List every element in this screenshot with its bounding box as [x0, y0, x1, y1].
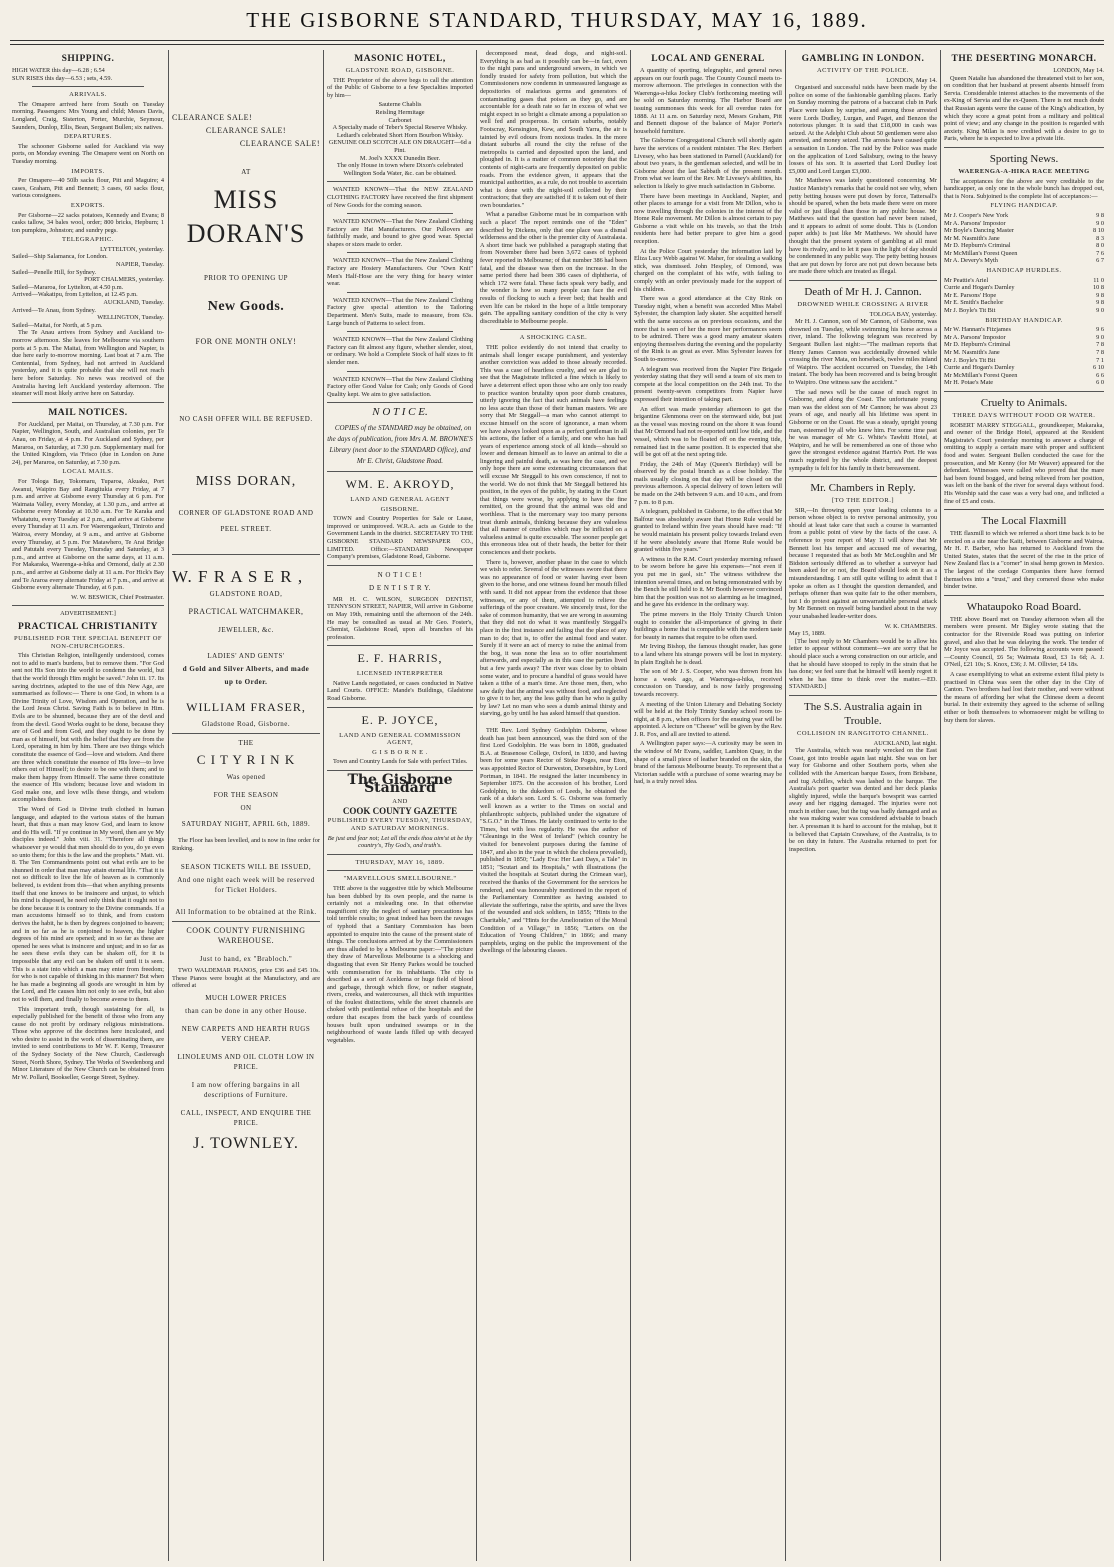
column-editorial [480, 50, 627, 1561]
wanted-known-ad: WANTED KNOWN—That the New Zealand Clothing Factory can fit almost any figure, whether slender, stout, or ordinary. We hold a Complete Stock of half sizes to fit slender men. [327, 336, 473, 366]
whataupoko-text: THE above Board met on Tuesday afternoon when all the members were present. Mr Bigley wrote stating that the contractor for the Riverside Road was putting on inferior gravel, and also that he was delaying the work. The tender of Mr Joyce was accepted. The following accounts were passed:—County Council, £6 5s; Waimata Road, £3 1s 6d; A. J. O'Neil, £21 10s; S. Knox, £36; J. M. Ollivier, £4 18s. [944, 615, 1104, 669]
race-entry-weight: 7 1 [1096, 356, 1104, 364]
standard-gazette: COOK COUNTY GAZETTE [342, 805, 458, 816]
editorial-text: decomposed meat, dead dogs, and night-soil. Everything is as bad as it possibly can be—in fact, even to the night pans and underground sewers, in which we fondly trusted for safety from pollution, but which the Commissioners now condemn in unmeasured language as depositories of malarious germs and generators of contaminating gases that poison as they go, and are accountable for a death rate so far in excess of what we might expect in so bright a climate among a population so well fed and prosperous. In certain suburbs, notably Footscray, Kensington, Kew, and South Yarra, the air is tainted by evil odours from noxious trades. In the more distant suburbs all round the city the refuse of the metropolis is carried and deposited upon the land, and ploughed in. It is a matter of common notoriety that the contents of night-carts are frequently deposited on public roads. From the evidence given, it appears that the municipal authorities, as a rule, do not trouble to ascertain what is done with the night-soil collected by their contractors; that they are satisfied if it is taken out of their own boundaries." [480, 50, 627, 209]
clearance-sale: CLEARANCE SALE! [239, 139, 320, 148]
race-entry-weight: 6 10 [1092, 364, 1104, 372]
osborne-text: THE Rev. Lord Sydney Godolphin Osborne, whose death has just been announced, was the third son of the first Lord Godolphin. He was born in 1808, graduated B.A. at Brasenose College, Oxford, in 1830, and having been for some years Rector of Stoke Poges, near Eton, was appointed Rector of Durweston, Dorsetshire, by Lord Portman, in 1841. He resigned the latter incumbency in September 1875. On the accession of his brother, Lord Godolphin, to the dukedom of Leeds, he obtained the rank of a duke's son. Lord S. G. Osborne was formerly well known as a writer to the Times on social and philanthropic subjects, published under the signature of "S.G.O." in the Times. He lately continued to write to the Times, but with less regularity. He was the author of "Gleanings in the West of Ireland" (which country he visited for benevolent purposes during the famine of 1847, and also in the year in which the cholera prevailed), published in 1850; "Lady Eva: Her Last Days, a Tale" in 1851; "Scutari and its Hospitals," with illustrations (he visited the hospitals at Scutari during the Crimean war), received the thanks of the Government for the services he rendered, and was honourably mentioned in the report of the Parliamentary Committee as having assisted to alleviate the sufferings, raise the spirits, and save the lives of the wounded and sick soldiers, in 1855; "Hints to the Charitable," and "Hints for the Amelioration of the Moral Condition of a Village," in 1856; "Letters on the Education of Young Children," in 1866; and many pamphlets, urging on the public the improvement of the dwellings of the labouring classes. [480, 727, 627, 955]
specialty-line: A Specialty made of Teber's Special Reserve Whisky. [332, 124, 468, 132]
local-text: The son of Mr J. S. Cooper, who was thrown from his horse a week ago, at Waerenga-a-hika, received concussion on Tuesday, and is now fairly progressing towards recovery. [634, 668, 782, 698]
telegraphic-line: WELLINGTON, Tuesday. [97, 314, 164, 322]
column-separator [940, 50, 941, 1561]
race-entry [944, 227, 1104, 235]
race-entry [944, 220, 1104, 228]
race-entry-horse: Currie and Hogan's Darnley [944, 284, 1015, 292]
race-entry-weight: 6 7 [1096, 257, 1104, 265]
column-shipping [12, 50, 164, 1561]
masonic-hotel-title: MASONIC HOTEL, [354, 54, 446, 64]
local-text: A Wellington paper says:—A curiosity may be seen in the window of Mr Evans, saddler, Lambton Quay, in the shape of a small piece of leather branded on the skin, the brand of the famous Melbourne beauty. To represent that a Victorian saddle with a purchase of some wearing may be had, is a truly novel idea. [634, 740, 782, 786]
mail-notices-heading: MAIL NOTICES. [48, 407, 128, 418]
joyce-name: E. P. JOYCE, [361, 712, 439, 727]
harris-text: Native Lands negotiated, or cases conducted in Native Land Courts. OFFICE: Mande's Buildings, Gladstone Road Gisborne. [327, 679, 473, 703]
column-separator [785, 50, 786, 1561]
column-separator [630, 50, 631, 1561]
practical-text-3: This important truth, though sustaining for all, is especially published for the benefit of those who from any cause do not profit by ordinary religious ministrations. Those who approve of the doctrines here inculcated, and who desire to assist in the work of disseminating them, are invited to send contributions to Mr W. F. Kemp, Treasurer of the Sydney Society of the New Church, Castlereagh Street, North Shore, Sydney. The Works of Swedenborg and Minor Literature of the New Church can be obtained from Mr W. Pollard, Bookseller, George Street, Sydney. [12, 1005, 164, 1081]
tide-line: HIGH WATER this day—6.28 ; 6.54 [12, 67, 105, 74]
race-entry [944, 277, 1104, 285]
william-fraser-address: Gladstone Road, Gisborne. [201, 720, 291, 728]
race-entry [944, 212, 1104, 220]
gambling-text-2: Mr Matthews was lately questioned concerning Mr Justice Manisty's remarks that he could not see why, when petty betting houses were put down by force, Tattersall's should be spared, when the bets made there were on more valid or just illegal than those in any public house. Mr Matthews said that the question had never been raised, and it appears to admit of some doubt. This is (London paper adds) is just like Mr Matthews. We should have thought that the present system of gambling at all must have its rivalry, and to let it pass in the light of day should be condemned in any public way. The petty betting houses that are put down by force are not put down because bets are made there which are treated as illegal. [789, 177, 937, 276]
standard-pub: PUBLISHED EVERY TUESDAY, THURSDAY, AND SATURDAY MORNINGS. [327, 817, 473, 832]
wine-line: Reisling Hermitage [375, 108, 425, 116]
clearance-sale: CLEARANCE SALE! [172, 113, 253, 122]
race-entry-weight: 6 0 [1096, 379, 1104, 387]
race-entry-weight: 9 8 [1096, 299, 1104, 307]
flaxmill-text: THE flaxmill to which we referred a short time back is to be erected on a site near the Kaiti, between Gisborne and Wairoa. Mr H. F. Barber, who has returned to Auckland from the United States, states that the secret of the rise in the price of New Zealand flax is a "corner" in sisal hemp grown in Mexico. The largest of the cordage Companies there have formed themselves into a "trust," and they cornered those who make binder twine. [944, 530, 1104, 591]
race-entry-horse: Mr McMillan's Forest Queen [944, 249, 1018, 257]
race-entry [944, 379, 1104, 387]
birthday-list [944, 326, 1104, 387]
race-entry [944, 257, 1104, 265]
harris-name: E. F. HARRIS, [357, 651, 443, 666]
local-text: At the Police Court yesterday the information laid by Eliza Lucy Webb against W. Maher, for stealing a walking stick, was dismissed. John Hespley, of Ormond, was charged on the complaint of his wife, with failing to comply with an order previously made for the support of his children. [634, 247, 782, 293]
race-entry [944, 334, 1104, 342]
postmaster-signature: W. W. BESWICK, Chief Postmaster. [71, 593, 164, 601]
fraser-header: W. F R A S E R , [172, 567, 304, 586]
race-entry-weight: 8 10 [1092, 227, 1104, 235]
chambers-signature: W. K. CHAMBERS. [884, 622, 937, 630]
shocking-case-heading: A SHOCKING CASE. [519, 334, 588, 342]
standard-masthead: The Gisborne Standard [347, 772, 453, 796]
flying-handicap-list [944, 212, 1104, 265]
masthead-rule [10, 40, 1104, 41]
joyce-text: Town and Country Lands for Sale with perfect Titles. [333, 758, 468, 766]
telegraphic-line: Sailed—Ship Salamanca, for London. [12, 253, 108, 261]
practical-christianity-sub: PUBLISHED FOR THE SPECIAL BENEFIT OF NON-CHURCHGOERS. [13, 635, 163, 650]
race-entry [944, 372, 1104, 380]
telegraphic-line: PORT CHALMERS, yesterday. [84, 276, 164, 284]
practical-christianity-heading: PRACTICAL CHRISTIANITY [17, 622, 159, 632]
telegraphic-line: Sailed—Penelle Hill, for Sydney. [12, 268, 97, 276]
call-label: CALL, INSPECT, AND ENQUIRE THE PRICE. [180, 1108, 312, 1127]
death-text: Mr H. J. Cannon, son of Mr Cannon, of Gisborne, was drowned on Tuesday, while swimming his horse across a river, inland. The following telegram was received by Sergeant Bullen last night:—"The mailman reports that Henry James Cannon was accidentally drowned while crossing the river Mata, on horseback, twelve miles inland of Waipiro. The accident occurred on Tuesday, the 14th instant. The body has been recovered and is being brought to Waipiro. One witness saw the accident." [789, 318, 937, 386]
gambling-text: Organised and successful raids have been made by the police on some of the fashionable gambling places. Early on Sunday morning the patrons of a baccarat club in Park Place were taken by surprise, and among those arrested were Lords Dudley, Lurgan, and Paget, and Benzon the notorious plunger. It is said that £18,000 in cash was seized. At the Adelphi Club about 50 gentlemen were also arrested, and money seized. The arrests have caused quite a sensation in London. The raid by the Police was made on the application of Lord Salisbury, owing to the heavy losses of his son. It is asserted that Lord Dudley lost £5,000 and Lord Lurgan £3,000. [789, 84, 937, 175]
race-entry-horse: Mr D. Hepburn's Criminal [944, 341, 1011, 349]
sporting-heading: Sporting News. [989, 152, 1059, 165]
race-entry-weight: 6 6 [1096, 371, 1104, 379]
birthday-heading: BIRTHDAY HANDICAP. [985, 316, 1063, 324]
race-entry-horse: Mr E. Parsons' Hope [944, 291, 997, 299]
race-entry-horse: Mr J. Boyle's Tit Bit [944, 356, 996, 364]
gambling-dateline: LONDON, May 14. [886, 76, 937, 84]
imports-text: Per Omapere—40 50lb sacks flour, Pitt and Maguire; 4 cases, Graham, Pitt and Bennett; 3 cases, 60 sacks flour, various consignees. [12, 177, 164, 200]
was-opened-label: Was opened [226, 773, 266, 781]
city-rink-title: C I T Y R I N K [196, 752, 296, 767]
gold-label: d Gold and Silver Alberts, and made [182, 665, 310, 673]
linoleums-label: LINOLEUMS AND OIL CLOTH LOW IN PRICE. [177, 1052, 315, 1071]
race-entry-weight: 7 8 [1096, 349, 1104, 356]
race-entry-weight: 7 6 [1096, 249, 1104, 257]
telegraphic-line: Sailed—Maitai, for North, at 5 p.m. [12, 321, 103, 329]
exports-text: Per Gisborne—22 sacks potatoes, Kennedy and Evans; 8 casks tallow, 34 bales wool, order; 800 bricks, Hepburn; 1 ton pumpkins, Johnston; and sundry pegs. [12, 211, 164, 234]
order-label: up to Order. [224, 678, 268, 686]
dentistry-heading: D E N T I S T R Y. [369, 583, 431, 592]
race-entry-weight: 8 0 [1096, 242, 1104, 250]
lediard-line: Lediard's celebrated Short Horn Bourbon Whisky. [336, 131, 464, 139]
william-fraser-name: WILLIAM FRASER, [186, 700, 306, 714]
advertisement-label: ADVERTISEMENT.] [60, 610, 116, 618]
race-entry [944, 326, 1104, 334]
local-text: There was a good attendance at the City Rink on Tuesday night, when a benefit was accorded Miss Mabel Sylvester, the champion lady skater. She acquitted herself with the same success as on previous occasions, and the more that is seen of her the more her performances seem to be admired. There was a good many amateur skaters enjoying themselves during the evening and the popularity of the Rink is as great as ever. Miss Sylvester leaves for South to-morrow. [634, 295, 782, 363]
race-entry [944, 357, 1104, 365]
race-entry-horse: Mr M. Nasmith's Jane [944, 349, 1000, 356]
jeweller-label: JEWELLER, &c. [218, 626, 274, 634]
flaxmill-heading: The Local Flaxmill [981, 515, 1067, 528]
column-separator [323, 50, 324, 1561]
local-text: A quantity of sporting, telegraphic, and general news appears on our fourth page. The County Council meets to-morrow afternoon. The privileges in connection with the Waerenga-a-hika Jockey Club's forthcoming meeting will be sold on Saturday morning. The Harbor Board are issuing summonses this week for all overdue rates for 1888. At 11 a.m. on Saturday next, Messrs Graham, Pitt and Bennett dispose of the balance of Major Porter's household furniture. [634, 67, 782, 135]
akroyd-text: TOWN and Country Properties for Sale or Lease, improved or unimproved. W.R.A. acts as Guide to the Government Lands in the district. SECRETARY TO THE GISBORNE STANDARD NEWSPAPER CO., LIMITED. Office:—STANDARD Newspaper Company's premises, Gladstone Road, Gisborne. [327, 515, 473, 561]
chambers-heading: Mr. Chambers in Reply. [810, 482, 916, 495]
than-label: than can be done in any other House. [185, 1006, 307, 1015]
local-general-heading: LOCAL AND GENERAL [651, 54, 765, 64]
telegraphic-line: AUCKLAND, Tuesday. [103, 299, 164, 307]
miss-doran-name: MISS DORAN, [195, 474, 297, 489]
hurdles-heading: HANDICAP HURDLES. [986, 267, 1062, 275]
race-entry-horse: Mr H. Potae's Mate [944, 379, 994, 387]
telegraphic-line: Sailed—Mararoa, for Lyttelton, at 4.50 p.m. [12, 283, 124, 291]
hurdles-list [944, 277, 1104, 315]
townley-name: J. TOWNLEY. [193, 1134, 299, 1152]
arrivals-text: The Omapere arrived here from South on Tuesday morning. Passengers: Mrs Young and child; Messrs Davis, Longland, Craig, Sisterton, Porter, Murchie, Seymour, Saunders, Dunlop, Ellis, Bean, Sergeant Bullen; six natives. [12, 100, 164, 131]
column-separator [168, 50, 169, 1561]
akroyd-place: GISBORNE. [380, 505, 420, 513]
race-entry-weight: 7 8 [1096, 341, 1104, 349]
race-entry-weight: 9 8 [1096, 291, 1104, 299]
race-entry-horse: Mr J. Cooper's New York [944, 211, 1009, 219]
australia-heading: The S.S. Australia again in Trouble. [804, 700, 922, 727]
ladies-label: LADIES' AND GENTS' [207, 652, 285, 660]
akroyd-sub: LAND AND GENERAL AGENT [350, 495, 450, 503]
joyce-sub: LAND AND GENERAL COMMISSION AGENT, [339, 731, 461, 747]
race-entry [944, 349, 1104, 357]
marvellous-text: THE above is the suggestive title by which Melbourne has been dubbed by its own people, and the name is certainly not a misleading one. In that otherwise magnificent city the neglect of sanitary precautions has told terrible results; to great indeed has been the ravages of typhoid that a Sanitary Commission has been appointed to enquire into the cause of the present state of things. The conclusions arrived at by the Commissioners are thus alluded to by a Melbourne paper:—"The picture they draw of Marvellous Melbourne is a shocking and disgusting that even Sir Henry Parkes would be touched with commiseration for its inhabitants. The city is described as a sort of Aceldema or huge field of blood and garbage, through which flow, or rather stagnate, rivers, creeks, and watercourses, all thick with impurities of the foulest distinctions, while the street channels are choked with pestilential refuse of the hospitals and the ordure that escapes from the back yards of countless houses built upon undrained swamps or in the neighbourhood of waste lands filled up with decayed vegetables. [327, 884, 473, 1044]
column-local-general [634, 50, 782, 1561]
harris-sub: LICENSED INTERPRETER [356, 670, 444, 678]
local-text: A telegram was received from the Napier Fire Brigade yesterday stating that they will send a team of six men to compete at the local competition on the 24th inst. To the present twenty-seven competitors from Napier have expressed their intention of taking part. [634, 365, 782, 403]
tide-line: SUN RISES this day—6.53 ; sets, 4.59. [12, 74, 113, 82]
masthead: THE GISBORNE STANDARD, THURSDAY, MAY 16, 1889. [246, 8, 868, 32]
cook-county-title: COOK COUNTY FURNISHING WAREHOUSE. [186, 926, 306, 946]
race-entry-horse: Mr D. Hepburn's Criminal [944, 242, 1011, 250]
shipping-heading: SHIPPING. [61, 54, 115, 64]
wanted-known-ad: WANTED KNOWN—That the New Zealand Clothing Factory are Hat Manufacturers. Our Pullovers are faithfully made, and bound to give good wear. Special shapes or sizes made to order. [327, 218, 473, 248]
monarch-text: Queen Natalie has abandoned the threatened visit to her son, on condition that her husband at present absents himself from Servia. Considerable interest attaches to the movements of the ex-King of Servia and the ex-Queen. There is not much doubt that Russian agents were the cause of the King's abdication, by which they score a great point from a military and political point of view; and any change in the position is regarded with anxiety. King Milan is now credited with a desire to go to Paris, where he is expected to live a private life. [944, 74, 1104, 143]
column-advertisements [172, 50, 320, 1561]
race-entry [944, 292, 1104, 300]
column-gambling [789, 50, 937, 1561]
race-entry-horse: Mr J. Boyle's Tit Bit [944, 307, 996, 315]
telegraphic-line: LYTTELTON, yesterday. [100, 245, 164, 253]
local-text: The prime movers in the Holy Trinity Church Union ought to consider the all-importance of giving in their buildings a home that is compatible with the modern taste for beauty in names that require to be often used. [634, 610, 782, 641]
notice-heading: N O T I C E. [372, 406, 428, 419]
standard-motto: Be just and fear not; Let all the ends thou aim'st at be thy country's, Thy God's, and truth's. [327, 834, 473, 850]
race-entry [944, 284, 1104, 292]
race-entry-weight: 9 8 [1096, 211, 1104, 219]
local-text: Friday, the 24th of May (Queen's Birthday) will be observed by the postal branch as a close holiday. The mails usually closing on that day will be closed on the previous afternoon. A special delivery of town letters will be made on the 24th between 9 a.m. and 10 a.m., and from 7 p.m. to 8 p.m. [634, 460, 782, 506]
local-text: A meeting of the Union Literary and Debating Society will be held at the Holy Trinity Sunday school room to-night, at 8 p.m., when officers for the ensuing year will be appointed. A lecture on "Cheese" will be given by the Rev. J. R. Fox, and all are invited to attend. [634, 700, 782, 738]
joyce-place: G I S B O R N E . [372, 748, 428, 756]
telegraphic-line: Arrived—Te Anau, from Sydney. [12, 306, 96, 314]
race-entry [944, 341, 1104, 349]
china-text: A case exemplifying to what an extreme extent filial piety is practised in China was seen the other day in the City of Canton. Two brothers had lost their mother, and were without the means of affording her what the Chinese deem a decent burial. In their extremity they agreed to the scheme of selling either or both themselves to whomsoever might be willing to buy them for slaves. [944, 671, 1104, 724]
season-tickets-label: SEASON TICKETS WILL BE ISSUED, [180, 863, 312, 872]
gambling-sub: ACTIVITY OF THE POLICE. [816, 67, 910, 74]
dentist-text: MR H. C. WILSON, SURGEON DENTIST, TENNYSON STREET, NAPIER, Will arrive in Gisborne on May 19th, remaining until the afternoon of the 24th. He may be consulted as usual at Mr Geo. Foster's, Chemist, Gladstone Road, upon all branches of his profession. [327, 595, 473, 641]
rink-information: All Information to be obtained at the Rink. [175, 908, 317, 917]
masonic-address: GLADSTONE ROAD, GISBORNE. [345, 67, 455, 74]
exports-heading: EXPORTS. [70, 201, 106, 209]
saturday-label: SATURDAY NIGHT, APRIL 6th, 1889. [181, 820, 311, 828]
departures-heading: DEPARTURES. [63, 133, 113, 141]
race-entry-weight: 9 0 [1096, 307, 1104, 315]
no-cash-label: NO CASH OFFER WILL BE REFUSED. [179, 415, 313, 423]
fraser-address: GLADSTONE ROAD, [209, 590, 283, 598]
practical-text-2: The Word of God is Divine truth clothed in human language, and adapted to the various states of the human heart, that thus a man may know God, and learn to know and do His will. "If ye continue in My word, then are ye My disciples indeed." John viii. 31. "Therefore all things whatsoever ye would that men should do to you, do ye even so unto them; for this is the law and the prophets." Matt. vii. 8. The Ten Commandments point out what evils are to be shunned in order that man may attain eternal life. "That it is not so difficult to live the life of heaven as is commonly believed, is evident from this—that when anything presents itself that one knows to be insincere and unjust, to which his mind is disposed, he need only think that it ought not to be done because it is contrary to the Divine commands. If a man accustoms himself so to think, and from custom derives the habit, he is then by degrees conjoined to heaven; and in so far as he is conjoined to heaven, the higher degrees of his mind are opened; and in so far as these are opened he sees what is insincere and unjust; and in so far as he sees these evils they can be shaken off, for it is impossible that any evil can be shaken off until it is seen. This is a state into which a man may enter from freedom; for who is not capable of thinking in this manner? But when he has made a beginning all goods are wrought in him by the Lord, and He causes him not only to see evils, but also not to will them, and finally to become averse to them. [12, 806, 164, 1003]
drowned-sub: DROWNED WHILE CROSSING A RIVER [797, 301, 929, 309]
race-entry-weight: 10 8 [1092, 284, 1104, 292]
race-meeting-heading: WAERENGA-A-HIKA RACE MEETING [958, 167, 1090, 175]
column-hotel-ads [327, 50, 473, 1561]
auckland-dateline: AUCKLAND, last night. [873, 739, 937, 747]
race-entry-horse: Mr McMillan's Forest Queen [944, 371, 1018, 379]
race-entry-weight: 9 0 [1096, 333, 1104, 341]
cruelty-heading: Cruelty to Animals. [980, 396, 1068, 409]
one-night-label: And one night each week will be reserved for Ticket Holders. [177, 876, 315, 895]
wine-line: Sauterne Chablis [378, 101, 422, 109]
race-entry-weight: 8 3 [1096, 234, 1104, 242]
wanted-known-ad: WANTED KNOWN—That the New Zealand Clothing Factory give special attention to the Tailoring Department. Men's Suits, made to measure, from 63s. Large bunch of Patterns to select from. [327, 296, 473, 327]
masonic-text: THE Proprietor of the above begs to call the attention of the Public of Gisborne to a few Specialties imported by him— [327, 76, 473, 99]
prior-label: PRIOR TO OPENING UP [203, 274, 289, 282]
deserting-monarch-heading: THE DESERTING MONARCH. [951, 54, 1097, 64]
race-entry-weight: 9 0 [1096, 219, 1104, 227]
local-text: A witness in the R.M. Court yesterday morning refused to be sworn before he gave his expenses—"not even if you put me in gaol, sir." The witness withdrew the intention several times, and on being remonstrated with by the Bench he still held to it. Mr Booth however convinced him that the position was not so alarming as he imagined, and he gave his evidence in the ordinary way. [634, 555, 782, 609]
notice-text: COPIES of the STANDARD may be obtained, on the days of publication, from Mrs A. M. BROWNE'S Library (next door to the STANDARD Office), and Mr E. Christ, Gladstone Road. [327, 423, 473, 465]
local-text: There have been meetings in Auckland, Napier, and other places to arrange for a visit from Mr Dillon, who is now travelling through the colonies in the interest of the Home Rule movement. Mr Dillon is almost certain to pay Gisborne a visit while on his travels, so that the Irish residents here had better prepare to give him a good reception. [634, 192, 782, 246]
arrivals-heading: ARRIVALS. [69, 91, 107, 99]
cruelty-text: ROBERT MARRY STEGGALL, groundkeeper, Makaraka, and owner of the Bridge Hotel, appeared at the Resident Magistrate's Court yesterday morning to answer a charge of omitting to supply a certain mare with proper and sufficient food and water. Sergeant Bullen conducted the case for the prosecution, and Mr Kenny (for Mr Weaver) appeared for the defendant. Witnesses were called who proved that the mare had been found bogged, and being relieved from her position, was left on the bank of the river for several days without food. His Worship said the case was a very bad one, and inflicted a fine of £5 and costs. [944, 421, 1104, 505]
chambers-note: [The best reply to Mr Chambers would be to allow his letter to appear without comment—we are sorry that he should place such a wrong construction on our article, and that he should have stooped to reply in the strain that he has done; we feel sure that he himself will keenly regret it when he has time to think over the matter.—ED. STANDARD.] [789, 637, 937, 691]
wanted-known-ad: WANTED KNOWN—That the NEW ZEALAND CLOTHING FACTORY have received the first shipment of New Goods for the coming season. [327, 186, 473, 209]
local-mails-heading: LOCAL MAILS. [62, 468, 114, 476]
death-text-2: The sad news will be the cause of much regret in Gisborne, and along the Coast. The unfortunate young man was the eldest son of Mr Cannon; he was about 23 years of age, and nearly all his lifetime was spent in Gisborne or on the Coast. He was a steady, upright young man, esteemed by all who knew him. For some time past he was manager of Mr G. White's Tawhiti Hotel, at Waipiro, and he will be remembered as one of those who gave the strongest evidence against Harris's Port. He was much regretted by the whole district, and the deepest sympathy is felt for his family in their bereavement. [789, 388, 937, 472]
wine-line: Carbonet [388, 116, 412, 124]
race-entry-horse: Mr Peattie's Ariel [944, 276, 989, 284]
only-house-line: The only House in town where Dixon's celebrated Wellington Soda Water, &c. can be obtained. [336, 162, 464, 177]
standard-date: THURSDAY, MAY 16, 1889. [355, 858, 445, 866]
death-heading: Death of Mr H. J. Cannon. [804, 286, 922, 299]
new-goods-label: New Goods. [207, 299, 285, 314]
local-text: A telegram, published in Gisborne, to the effect that Mr Balfour was absolutely aware that Home Rule would be granted to Ireland within five years should have read: "If he would maintain his present policy towards Ireland even if he were absolutely aware that Home Rule would be granted within five years." [634, 508, 782, 554]
telegraphic-line: Arrived—Wakatipu, from Lyttelton, at 12.45 p.m. [12, 291, 138, 299]
tologa-dateline: TOLOGA BAY, yesterday. [869, 310, 937, 318]
one-month-label: FOR ONE MONTH ONLY! [195, 336, 297, 346]
season-label: FOR THE SEASON [213, 791, 279, 799]
on-label: ON [240, 804, 252, 812]
departures-text: The schooner Gisborne sailed for Auckland via way ports, on Monday evening. The Omapere went on North on Tuesday morning. [12, 142, 164, 165]
telegraphic-heading: TELEGRAPHIC. [61, 236, 115, 244]
race-entry-horse: Mr Boyle's Dancing Master [944, 227, 1014, 235]
gambling-heading: GAMBLING IN LONDON. [801, 54, 925, 64]
race-entry-horse: Mr W. Hannan's Fitzjames [944, 326, 1011, 334]
race-entry-horse: Mr A. Parsons' Impostor [944, 333, 1006, 341]
shocking-case-text: THE police evidently do not intend that cruelty to animals shall longer escape punishment, and yesterday another conviction was added to those already recorded. This was a case of heartless cruelty, and we are glad to see that the Magistrate inflicted a fine which is likely to have a deterrent effect upon those who are only too ready to practice wanton brutality upon poor dumb creatures, utterly ignoring the fact that such animals have feelings no less acute than those of their human masters. We are sorry that Mr Steggall—a man who cannot attempt to excuse himself on the score of ignorance, a man whom we have always looked upon as a perfect gentleman in all his actions, the father of a family, and one who has had years of experience among stock of all kinds—should so lower and demean himself as to leave an animal to die a lingering and painful death, as was here the case, and we only hope there are some extenuating circumstances that will excuse Mr Steggall to his own conscience, if not to the world. We do not think that Mr Steggall bettered his position, in the eyes of the public, by stating in the Court that things were worse, by applying to have the fine remitted, on the ground that the animal was old and worthless. That is the mercenary way too many persons treat dumb animals, thinking because they are valueless that all manner of cruelties which may be inflicted on a valueless animal is quite excusable. The sooner people get this erroneous idea out of their heads, the better for their consciences and their pockets. [480, 343, 627, 556]
flying-handicap-heading: FLYING HANDICAP. [990, 202, 1058, 210]
carpets-label: NEW CARPETS AND HEARTH RUGS VERY CHEAP. [181, 1024, 311, 1043]
telegraphic-line: NAPIER, Tuesday. [115, 261, 164, 269]
race-entry-weight: 9 6 [1096, 326, 1104, 334]
mail-notices-text: For Auckland, per Maitai, on Thursday, at 7.30 p.m. For Napier, Wellington, South, and Australian colonies, per Te Anau, on Friday, at 4 p.m. For Auckland and Sydney, per Mararoa, on Saturday, at 7.30 p.m. Supplementary mail for the United Kingdom, via 'Frisco (due in London on June 24), per Mararoa, on Saturday, at 7.30 p.m. [12, 420, 164, 466]
just-to-hand: Just to hand, ex "Brabloch." [199, 955, 293, 964]
race-entry-horse: Mr A. Parsons' Impostor [944, 219, 1006, 227]
the-label: THE [238, 739, 254, 747]
wanted-known-ad: WANTED KNOWN—That the New Zealand Clothing Factory offer Good Value for Cash; only Goods of Good Quality kept. We aim to give satisfaction. [327, 375, 473, 398]
race-entry [944, 364, 1104, 372]
practical-watchmaker: PRACTICAL WATCHMAKER, [188, 607, 304, 616]
masthead-rule-2 [10, 44, 1104, 45]
pianos-text: TWO WALDEMAR PIANOS, price £36 and £45 10s. These Pianos were bought at the Manufactory, and are offered at [172, 967, 320, 990]
telegraphic-text: The Te Anau arrives from Sydney and Auckland to-morrow afternoon. She leaves for Melbourne via southern ports at 5 p.m. The Maitai, from Wellington and Napier, is due here early to-morrow morning. Last boat at 7 a.m. The Centennial, from Sydney, had not arrived in Auckland yesterday, and it is quite probable that she will not reach here before Saturday. No news was received of the Australia having left Auckland yesterday afternoon. The steamer will most likely arrive here on Saturday. [12, 329, 164, 398]
imports-heading: IMPORTS. [71, 167, 105, 175]
wanted-known-ad: WANTED KNOWN—That the New Zealand Clothing Factory are Hosiery Manufacturers. Our "Own Knit" Men's Half-Hose are the very thing for heavy winter wear. [327, 257, 473, 288]
cruelty-sub: THREE DAYS WITHOUT FOOD OR WATER. [952, 411, 1096, 419]
local-text: An effort was made yesterday afternoon to get the brigantine Glenmona over on the sternward side, but just as the vessel was moving round on the shore it was found that Mr Ormond had not re-reported until low tide, and the vessel, which was to be floated off on the evening tide, remained fast in the same position. It is expected that she will be got off at the next spring tide. [634, 405, 782, 459]
corner-label: CORNER OF GLADSTONE ROAD AND [178, 509, 314, 517]
race-entry [944, 235, 1104, 243]
column-deserting-monarch [944, 50, 1104, 1561]
miss-dorans-title: MISS DORAN'S [186, 185, 306, 248]
race-entry-weight: 11 0 [1093, 276, 1104, 284]
race-entry [944, 242, 1104, 250]
much-lower-label: MUCH LOWER PRICES [205, 993, 287, 1002]
local-text: Mr Irving Bishop, the famous thought reader, has gone to a land where his strange powers will be lost in mystery. In plain English he is dead. [634, 643, 782, 666]
race-intro: The acceptances for the above are very creditable to the handicapper, as only one in the whole bunch has dropped out, that is Nora. Subjoined is the complete list of acceptances:— [944, 177, 1104, 200]
editorial-text-2: What a paradise Gisborne must be in comparison with such a place! The report reminds one of the "Eden" described by Dickens, only that one place was a dismal wilderness and the other is the premier city of Australasia. A short time back we published a paragraph stating that from November there had been 3,672 cases of typhoid fever reported in Melbourne; of that number 386 had been fatal, and the disease was then on the increase. In the same period there had been 386 cases of diphtheria, of which 172 were fatal. These facts speak very badly, and the wonder is how so many people can face the evil results of flocking to such a fever bed; that health and even life can be risked in the hope of a little temporary gain. The appalling sanitary condition of the city is very discreditable to Melbourne people. [480, 211, 627, 325]
clearance-sale: CLEARANCE SALE! [205, 126, 287, 135]
whataupoko-heading: Whataupoko Road Board. [966, 600, 1082, 613]
race-entry [944, 250, 1104, 258]
collision-sub: COLLISION IN RANGITOTO CHANNEL. [797, 729, 929, 737]
practical-text: This Christian Religion, intelligently understood, comes not to add to man's burdens, but to remove them. "For God sent not His Son into the world to condemn the world, but that the world through Him might be saved." John iii. 17. Its saving doctrines, adapted to the use of this New Age, are summarised as follows:— There is one God, in whom is a Divine Trinity of Love, Wisdom and Operation, and he is the Lord Jesus Christ. Saving Faith is to believe in Him. Evils are to be shunned, because they are of the devil and from the devil. Good Works ought to be done, because they are of God and from God, and they ought to be done by man as of himself, but with the belief that they are from the Lord, operating in him by him. There are two things which constitute the essence of God—love and wisdom. And there are three which constitute the essence of His love—to love others out of Himself; to desire to be one with them; and to make them happy from Himself. The same three constitute the essence of His wisdom; because love and wisdom in God make one, and love wills these things, and wisdom accomplishes them. [12, 652, 164, 804]
monarch-dateline: LONDON, May 14. [1053, 67, 1104, 74]
race-entry-horse: Currie and Hogan's Darnley [944, 364, 1015, 372]
chambers-date: May 15, 1889. [789, 630, 826, 638]
standard-and: AND [392, 798, 408, 806]
race-entry [944, 299, 1104, 307]
chambers-text: SIR,—In throwing open your leading columns to a person whose object is to revive personal animosity, you should at least take care that such a course is warranted from a public point of view by the facts of the case. A reference to your report of May 11 will show that Mr Bennett lost his temper and accused me of swearing, because I requested that as both Mr McLoughlin and Mr Bidston seriously differed as to whether a surveyor had been asked for or not, the Board should look on it as a misunderstanding. I am still quite willing to admit that I spoke as often as I thought the question demanded, and perhaps oftener than was quite fair to the other members, but I do protest against an unwarrantable personal attack by Mr Bennett on myself being bandied about in the way your unabashed leader-writer does. [789, 506, 937, 620]
at-label: AT [241, 168, 251, 176]
local-mails-text: For Tologa Bay, Tokomaru, Tuparoa, Akuaku, Port Awanui, Waipiro Bay and Rangitukia every Friday, at 7 p.m. and arrive at Gisborne every Thursday at 6 p.m. For Waimata Valley, every Monday, at 1.30 p.m., and arrive at Gisborne every Monday at 10.30 a.m. For Te Karaka and Whatatutu, every Tuesday at 2 p.m., and arrive at Gisborne every Thursday at 11 a.m. For Waerengaokuri, Tiniroto and Wairoa, every Monday, at 9 a.m., and arrive at Gisborne every Thursday, at 5 p.m. For Matawhero, Te Arai Bridge and Patutahi every Tuesday, Thursday and Saturday, at 3 p.m., and arrive at Gisborne on the same days, at 11 a.m. For Makaraka, Waerenga-a-hika and Ormond, daily at 2.30 p.m., and arrive at Gisborne daily at 11 a.m. For Hick's Bay and Te Araroa every alternate Friday at 7 p.m., and arrive at Gisborne every alternate Thursday, at 6 p.m. [12, 477, 164, 592]
rink-floor-text: The Floor has been levelled, and is now in fine order for Rinking. [172, 837, 320, 852]
local-text: The Gisborne Congregational Church will shortly again have the services of a resident minister. The Rev. Herbert Livesey, who has been stationed in Parnell (Auckland) for about two years, is the gentleman selected, and will be in Gisborne about the last Sabbath of the present month. From what we learn of the Rev. Mr Livesey's abilities, his selection is likely to give much satisfaction in Gisborne. [634, 137, 782, 190]
shocking-case-text-2: There is, however, another phase in the case to which we wish to refer. Several of the witnesses swore that there was no appearance of food or water having ever been given to the horse, and one witness found her mouth filled with sand. It did not appear from the evidence that those witnesses, or any of them, attempted to relieve the sufferings of the poor creature. We sincerely trust, for the sake of common humanity, that we are wrong in assuming that they did not do what it was manifestly Steggall's place in the first instance and failing that the place of any man to do; that is, to offer the animal food and water. Surely if it were an act of mercy to raise the animal from the bog, it was none the less so to offer nourishment afterwards, and especially as in this case the parties lived but a few yards away? The river was close by to obtain some water, and to procure a handful of grass would have taken a tithe of a man's time. Are those men, then, who saw daily that the animal was without food, and neglected to give it to her, any the less guilty than he who is guilty by law? Let no man who sees a dumb animal thirsty and starving, go by until he has asked himself that question. [480, 558, 627, 718]
genuine-line: GENUINE OLD SCOTCH ALE ON DRAUGHT—6d a Pint. [328, 139, 472, 154]
race-entry-horse: Mr E. Smith's Bachelor [944, 299, 1004, 307]
bargains-label: I am now offering bargains in all descriptions of Furniture. [191, 1080, 301, 1099]
column-separator [476, 50, 477, 1561]
marvellous-heading: "MARVELLOUS SMELLBOURNE." [343, 875, 457, 883]
race-entry-horse: Mr A. Devery's Myth [944, 257, 998, 265]
notice-2: N O T I C E ! [377, 570, 423, 579]
peel-street-label: PEEL STREET. [220, 525, 272, 533]
race-entry-horse: Mr M. Nasmith's Jane [944, 234, 1000, 242]
australia-text: The Australia, which was nearly wrecked on the East Coast, got into trouble again last night. She was on her way for Gisborne and other Southern ports, when she collided with the American barque Essex, from Brisbane, and tug Achilles, which was lashed to the barque. The Australia's port quarter was dented and her deck planks slightly injured, while the barque's bowsprit was carried away and her rigging damaged. The injuries were not much in either case, but the tug was badly damaged and as she was making water was considered advisable to beach her. A pressman it is hard to account for the mishap, but it is believed that Captain Crawshaw, of the Australia, is to be on duty in future. The Australia returned to port for inspection. [789, 747, 937, 853]
race-entry [944, 307, 1104, 315]
to-editor: [TO THE EDITOR.] [832, 497, 894, 505]
akroyd-name: WM. E. AKROYD, [345, 476, 455, 491]
joel-line: M. Joel's XXXX Dunedin Beer. [359, 154, 441, 162]
